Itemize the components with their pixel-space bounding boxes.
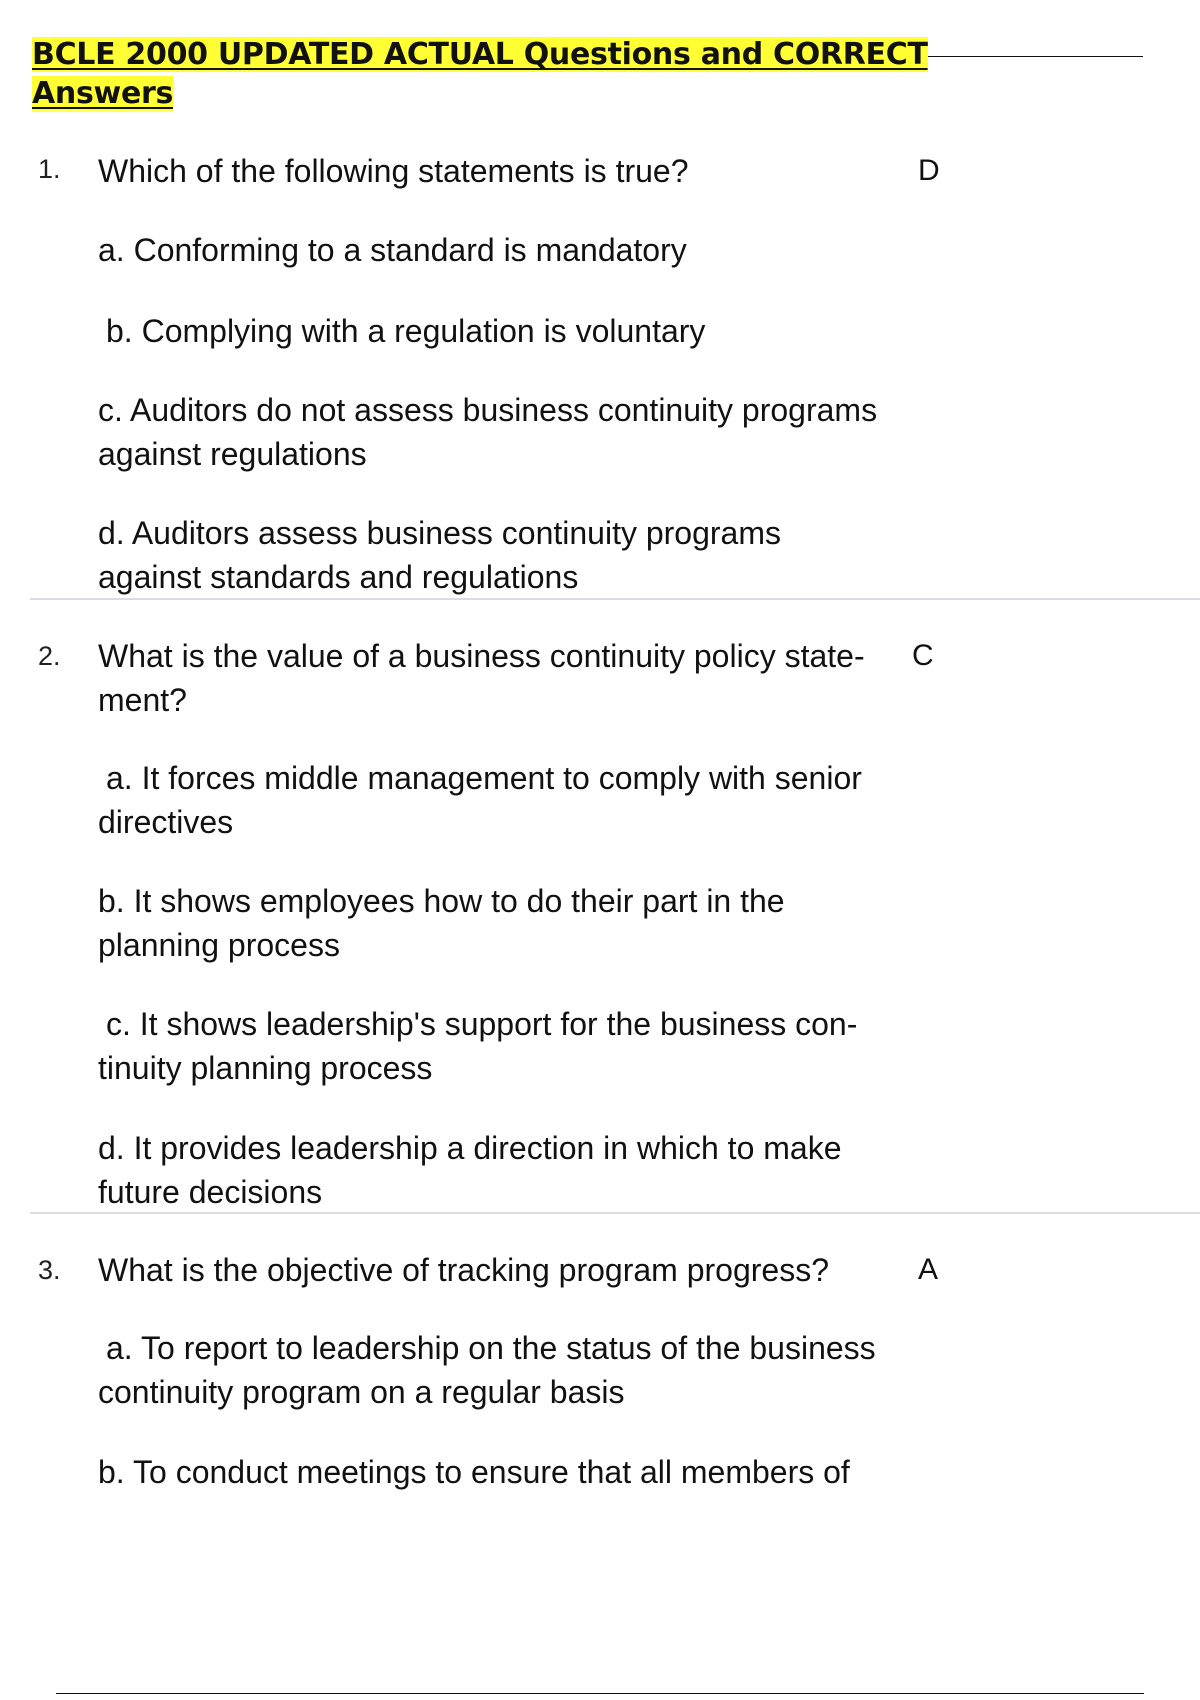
option-d: d. It provides leadership a direction in which to make future decisions: [98, 1130, 842, 1210]
title-line-1: BCLE 2000 UPDATED ACTUAL Questions and CORRECT: [32, 37, 928, 72]
option-c: c. It shows leadership's support for the business con- tinuity planning process: [98, 1006, 858, 1086]
correct-answer: D: [918, 154, 940, 187]
option-b: b. It shows employees how to do their part in the planning process: [98, 883, 785, 963]
title-line-2: Answers: [32, 76, 174, 111]
option-d: d. Auditors assess business continuity programs against standards and regulations: [98, 515, 781, 595]
question-number: 3.: [38, 1255, 61, 1285]
option-a: a. To report to leadership on the status of the business continuity program on a regular basis: [98, 1330, 876, 1410]
option-b: b. Complying with a regulation is voluntary: [106, 313, 706, 349]
question-divider: [30, 1212, 1200, 1214]
question-text: Which of the following statements is true?: [98, 153, 689, 189]
footer-rule: [56, 1693, 1144, 1694]
question-number: 2.: [38, 641, 61, 671]
option-a: a. Conforming to a standard is mandatory: [98, 232, 687, 268]
document-title: [32, 36, 1142, 74]
correct-answer: A: [918, 1253, 939, 1286]
option-b: b. To conduct meetings to ensure that all members of: [98, 1454, 850, 1490]
option-a: a. It forces middle management to comply with senior directives: [98, 760, 862, 840]
correct-answer: C: [912, 639, 934, 672]
title-rule: [928, 56, 1143, 57]
option-c: c. Auditors do not assess business continuity programs against regulations: [98, 392, 878, 472]
question-text: What is the objective of tracking program progress?: [98, 1252, 829, 1288]
question-text: What is the value of a business continuity policy state- ment?: [98, 638, 865, 718]
question-number: 1.: [38, 154, 61, 184]
question-divider: [30, 598, 1200, 600]
